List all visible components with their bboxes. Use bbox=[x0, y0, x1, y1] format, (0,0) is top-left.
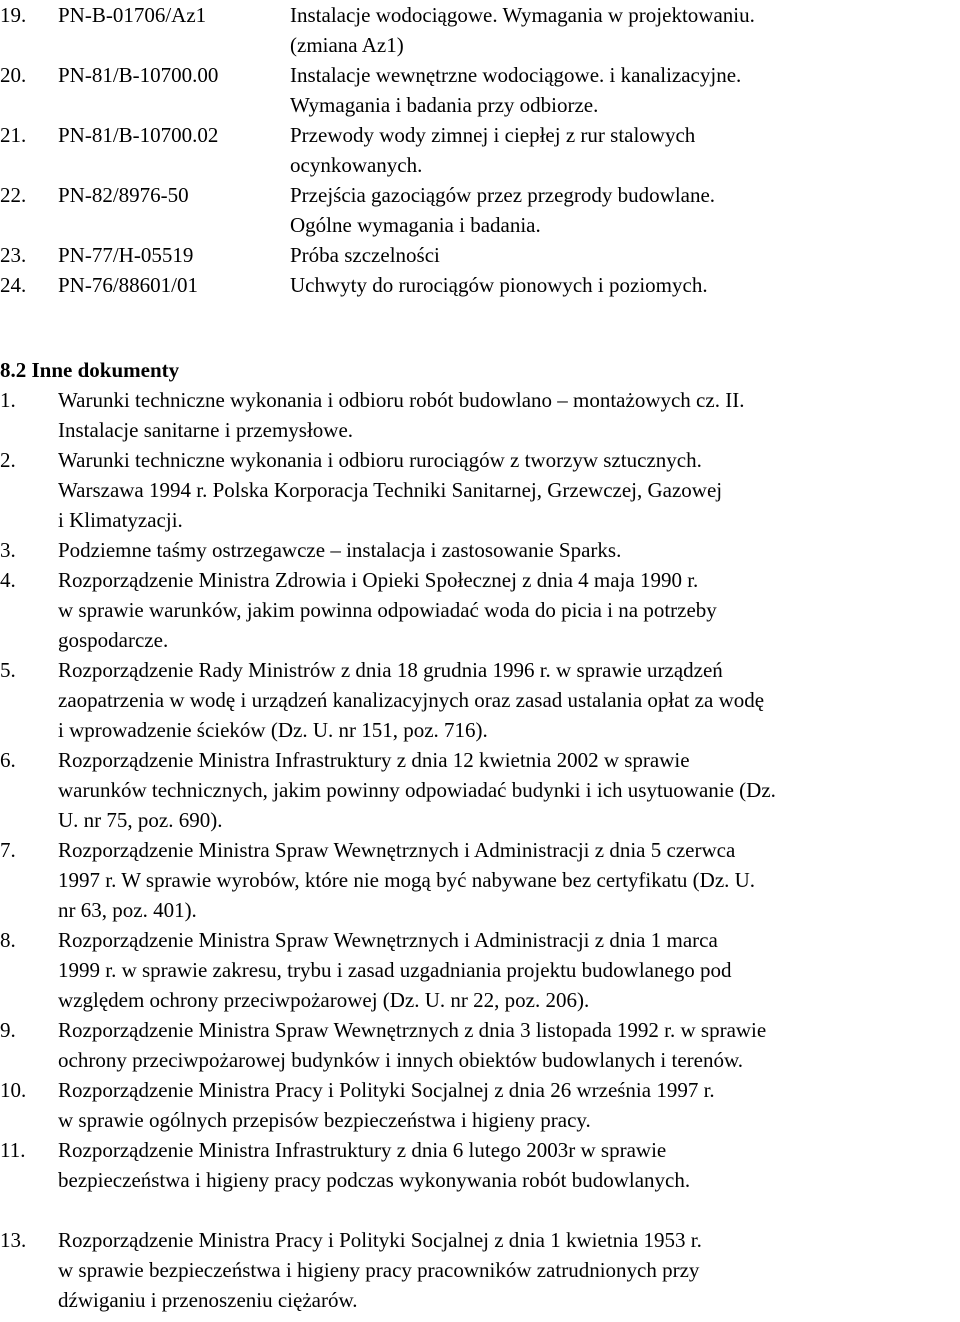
list-gap bbox=[0, 1195, 960, 1225]
standard-item bbox=[0, 60, 960, 90]
standard-description: Ogólne wymagania i badania. bbox=[290, 213, 541, 237]
document-text-line: Rozporządzenie Ministra Spraw Wewnętrznych i Administracji z dnia 1 marca bbox=[58, 928, 718, 952]
standard-description: Próba szczelności bbox=[290, 243, 440, 267]
document-text-line: warunków technicznych, jakim powinny odpowiadać budynki i ich usytuowanie (Dz. bbox=[58, 778, 776, 802]
document-text-line: względem ochrony przeciwpożarowej (Dz. U. nr 22, poz. 206). bbox=[58, 988, 590, 1012]
document-text-line: zaopatrzenia w wodę i urządzeń kanalizacyjnych oraz zasad ustalania opłat za wodę bbox=[58, 688, 765, 712]
standard-code: PN-82/8976-50 bbox=[58, 183, 189, 207]
document-item bbox=[0, 835, 960, 925]
item-number: 23. bbox=[0, 243, 27, 267]
standard-code: PN-77/H-05519 bbox=[58, 243, 194, 267]
document-item bbox=[0, 925, 960, 1015]
standard-code: PN-B-01706/Az1 bbox=[58, 3, 207, 27]
standard-item bbox=[0, 240, 960, 270]
standard-item bbox=[0, 180, 960, 210]
item-number: 20. bbox=[0, 63, 27, 87]
document-item bbox=[0, 1135, 960, 1195]
standard-description: (zmiana Az1) bbox=[290, 33, 404, 57]
standard-description: ocynkowanych. bbox=[290, 153, 423, 177]
document-text-line: i wprowadzenie ścieków (Dz. U. nr 151, poz. 716). bbox=[58, 718, 488, 742]
document-item bbox=[0, 1225, 960, 1315]
standards-list bbox=[0, 0, 960, 300]
document-item bbox=[0, 565, 960, 655]
document-text-line: Rozporządzenie Ministra Spraw Wewnętrznych z dnia 3 listopada 1992 r. w sprawie bbox=[58, 1018, 767, 1042]
document-text-line: Warszawa 1994 r. Polska Korporacja Techniki Sanitarnej, Grzewczej, Gazowej bbox=[58, 478, 723, 502]
document-item bbox=[0, 385, 960, 445]
document-text-line: Rozporządzenie Ministra Zdrowia i Opieki Społecznej z dnia 4 maja 1990 r. bbox=[58, 568, 699, 592]
document-item bbox=[0, 1015, 960, 1075]
document-text-line: w sprawie bezpieczeństwa i higieny pracy pracowników zatrudnionych przy bbox=[58, 1258, 700, 1282]
document-text-line: w sprawie warunków, jakim powinna odpowiadać woda do picia i na potrzeby bbox=[58, 598, 717, 622]
standard-description: Przejścia gazociągów przez przegrody budowlane. bbox=[290, 183, 716, 207]
standard-item bbox=[0, 120, 960, 150]
standard-item-continuation bbox=[0, 210, 960, 240]
document-text-line: nr 63, poz. 401). bbox=[58, 898, 197, 922]
item-number: 19. bbox=[0, 3, 27, 27]
document-item bbox=[0, 745, 960, 835]
document-text-line: 1999 r. w sprawie zakresu, trybu i zasad uzgadniania projektu budowlanego pod bbox=[58, 958, 732, 982]
document-item bbox=[0, 445, 960, 535]
standard-item-continuation bbox=[0, 150, 960, 180]
document-text-line: Rozporządzenie Ministra Infrastruktury z dnia 12 kwietnia 2002 w sprawie bbox=[58, 748, 690, 772]
document-text-line: Warunki techniczne wykonania i odbioru robót budowlano – montażowych cz. II. bbox=[58, 388, 745, 412]
item-number: 2. bbox=[0, 448, 16, 472]
document-text-line: bezpieczeństwa i higieny pracy podczas wykonywania robót budowlanych. bbox=[58, 1168, 691, 1192]
document-text-line: w sprawie ogólnych przepisów bezpieczeństwa i higieny pracy. bbox=[58, 1108, 591, 1132]
standard-description: Instalacje wewnętrzne wodociągowe. i kanalizacyjne. bbox=[290, 63, 742, 87]
document-text-line: Rozporządzenie Ministra Pracy i Polityki Socjalnej z dnia 26 września 1997 r. bbox=[58, 1078, 715, 1102]
item-number: 1. bbox=[0, 388, 16, 412]
document-text-line: Warunki techniczne wykonania i odbioru rurociągów z tworzyw sztucznych. bbox=[58, 448, 702, 472]
other-documents-list bbox=[0, 385, 960, 1315]
item-number: 5. bbox=[0, 658, 16, 682]
item-number: 10. bbox=[0, 1078, 27, 1102]
standard-code: PN-81/B-10700.02 bbox=[58, 123, 219, 147]
item-number: 7. bbox=[0, 838, 16, 862]
standard-item-continuation bbox=[0, 90, 960, 120]
document-text-line: Rozporządzenie Ministra Pracy i Polityki Socjalnej z dnia 1 kwietnia 1953 r. bbox=[58, 1228, 702, 1252]
item-number: 8. bbox=[0, 928, 16, 952]
document-text-line: ochrony przeciwpożarowej budynków i innych obiektów budowlanych i terenów. bbox=[58, 1048, 744, 1072]
document-item bbox=[0, 655, 960, 745]
standard-item-continuation bbox=[0, 30, 960, 60]
standard-description: Wymagania i badania przy odbiorze. bbox=[290, 93, 599, 117]
document-text-line: U. nr 75, poz. 690). bbox=[58, 808, 223, 832]
item-number: 9. bbox=[0, 1018, 16, 1042]
document-text-line: i Klimatyzacji. bbox=[58, 508, 183, 532]
item-number: 22. bbox=[0, 183, 27, 207]
document-text-line: 1997 r. W sprawie wyrobów, które nie mogą być nabywane bez certyfikatu (Dz. U. bbox=[58, 868, 756, 892]
item-number: 13. bbox=[0, 1228, 27, 1252]
document-text-line: dźwiganiu i przenoszeniu ciężarów. bbox=[58, 1288, 358, 1312]
standard-item bbox=[0, 270, 960, 300]
standard-code: PN-81/B-10700.00 bbox=[58, 63, 219, 87]
document-item bbox=[0, 535, 960, 565]
item-number: 11. bbox=[0, 1138, 26, 1162]
document-text-line: Rozporządzenie Ministra Spraw Wewnętrznych i Administracji z dnia 5 czerwca bbox=[58, 838, 736, 862]
item-number: 24. bbox=[0, 273, 27, 297]
document-item bbox=[0, 1075, 960, 1135]
section-heading: 8.2 Inne dokumenty bbox=[0, 358, 180, 382]
item-number: 21. bbox=[0, 123, 27, 147]
standard-description: Uchwyty do rurociągów pionowych i poziomych. bbox=[290, 273, 708, 297]
standard-description: Przewody wody zimnej i ciepłej z rur stalowych bbox=[290, 123, 696, 147]
document-text-line: Rozporządzenie Rady Ministrów z dnia 18 grudnia 1996 r. w sprawie urządzeń bbox=[58, 658, 723, 682]
document-text-line: gospodarcze. bbox=[58, 628, 169, 652]
standard-item bbox=[0, 0, 960, 30]
document-text-line: Instalacje sanitarne i przemysłowe. bbox=[58, 418, 354, 442]
item-number: 4. bbox=[0, 568, 16, 592]
standard-code: PN-76/88601/01 bbox=[58, 273, 199, 297]
document-text-line: Rozporządzenie Ministra Infrastruktury z dnia 6 lutego 2003r w sprawie bbox=[58, 1138, 667, 1162]
item-number: 6. bbox=[0, 748, 16, 772]
item-number: 3. bbox=[0, 538, 16, 562]
document-text-line: Podziemne taśmy ostrzegawcze – instalacja i zastosowanie Sparks. bbox=[58, 538, 622, 562]
standard-description: Instalacje wodociągowe. Wymagania w projektowaniu. bbox=[290, 3, 755, 27]
